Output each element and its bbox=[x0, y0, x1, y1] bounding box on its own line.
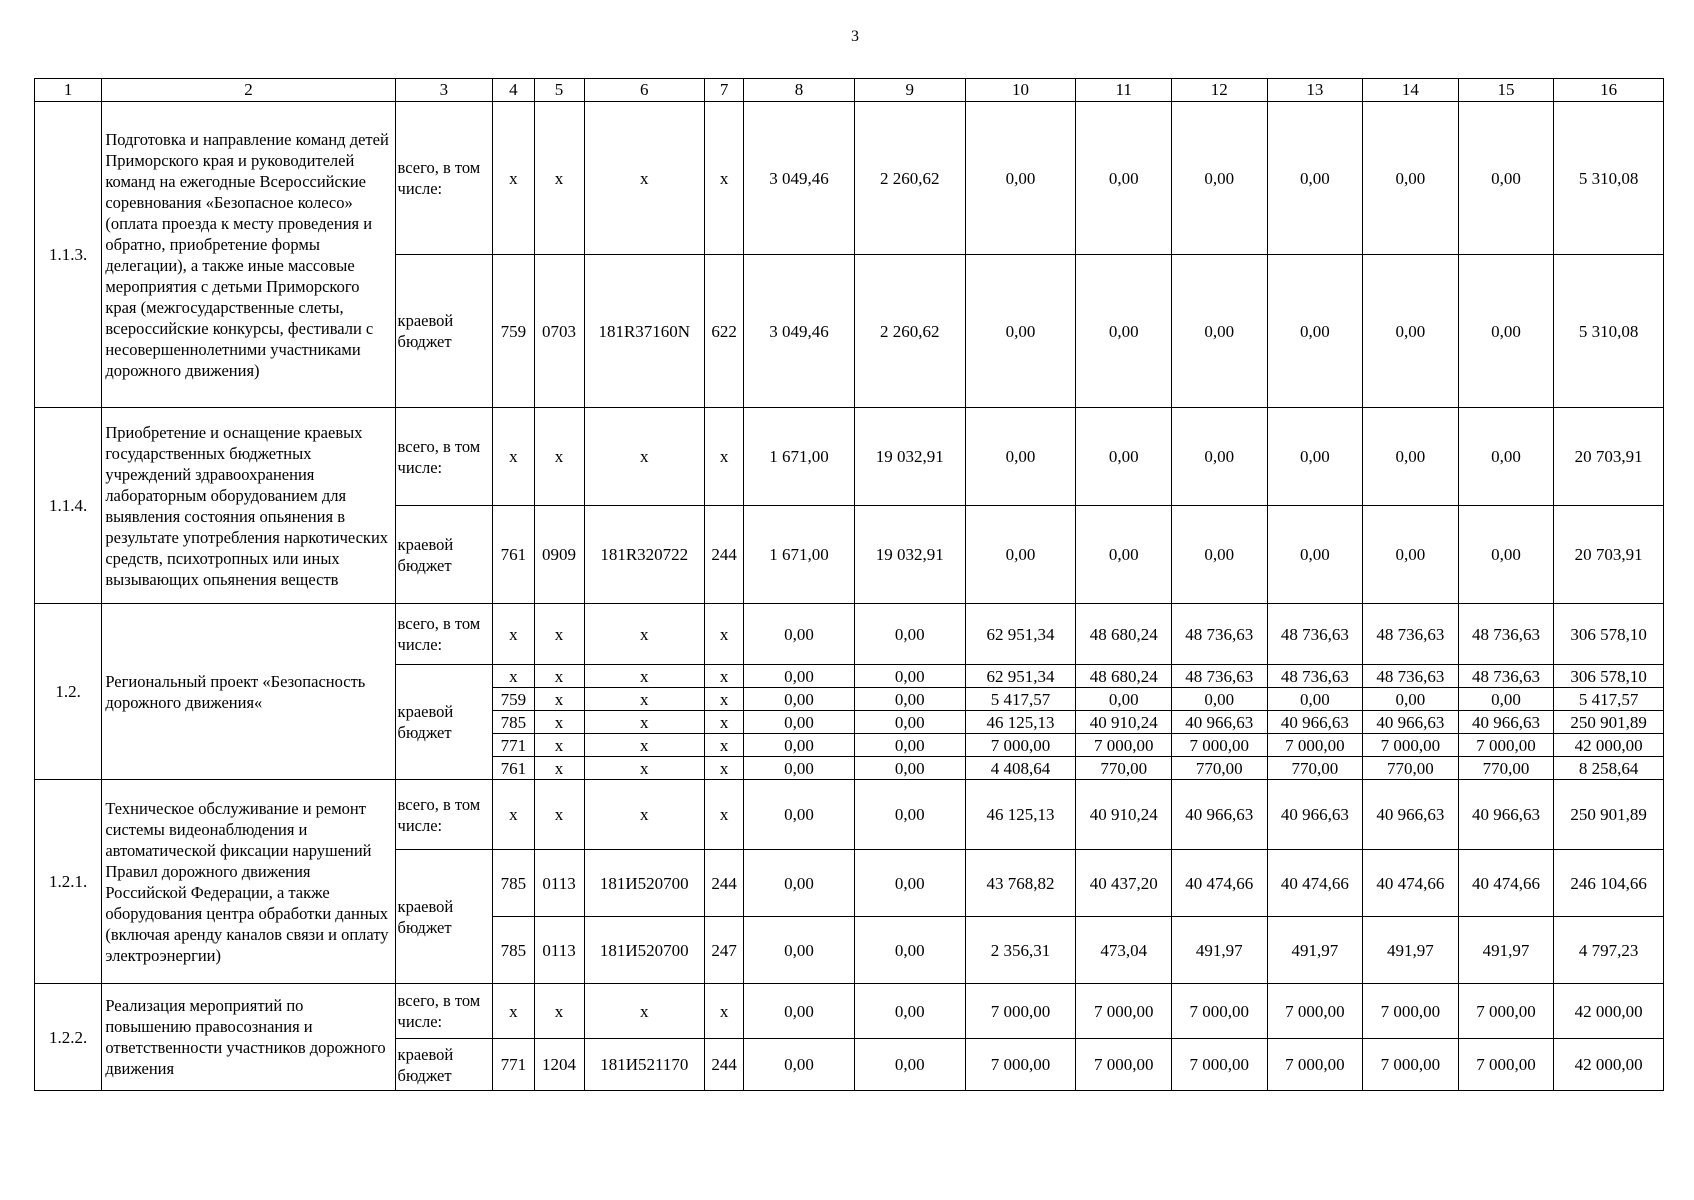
value-col-10: 4 408,64 bbox=[965, 757, 1076, 780]
table-row bbox=[35, 102, 1664, 255]
code-cell-c7: х bbox=[705, 665, 744, 688]
code-cell-c6: х bbox=[584, 780, 705, 850]
code-cell-c4: 785 bbox=[493, 917, 534, 984]
code-cell-c5: х bbox=[534, 711, 584, 734]
code-cell-c4: 759 bbox=[493, 688, 534, 711]
code-cell-c4: 771 bbox=[493, 1039, 534, 1091]
value-col-11: 0,00 bbox=[1076, 506, 1172, 604]
table-row bbox=[35, 604, 1664, 665]
value-col-16: 42 000,00 bbox=[1554, 984, 1664, 1039]
code-cell-c5: 0113 bbox=[534, 850, 584, 917]
code-cell-c5: х bbox=[534, 665, 584, 688]
header-cell: 7 bbox=[705, 79, 744, 102]
value-col-11: 40 437,20 bbox=[1076, 850, 1172, 917]
code-cell-c6: 181R37160N bbox=[584, 255, 705, 408]
value-col-10: 62 951,34 bbox=[965, 665, 1076, 688]
code-cell-c4: х bbox=[493, 604, 534, 665]
code-cell-c7: х bbox=[705, 984, 744, 1039]
value-col-15: 0,00 bbox=[1458, 102, 1554, 255]
code-cell-c5: х bbox=[534, 408, 584, 506]
value-col-11: 40 910,24 bbox=[1076, 711, 1172, 734]
header-cell: 1 bbox=[35, 79, 102, 102]
measure-name: Подготовка и направление команд детей Приморского края и руководителей команд на ежегодные Всероссийские соревнования «Безопасное колесо» (оплата проезда к месту проведения и обратно, приобретение формы делегации), а также иные массовые мероприятия с детьми Приморского края (межгосударственные слеты, всероссийские конкурсы, фестивали с несовершеннолетними участниками дорожного движения) bbox=[102, 102, 395, 408]
value-col-13: 0,00 bbox=[1267, 255, 1363, 408]
code-cell-c4: х bbox=[493, 408, 534, 506]
code-cell-c4: 761 bbox=[493, 506, 534, 604]
code-cell-c7: х bbox=[705, 780, 744, 850]
value-col-10: 0,00 bbox=[965, 102, 1076, 255]
header-cell: 6 bbox=[584, 79, 705, 102]
value-col-9: 0,00 bbox=[854, 780, 965, 850]
value-col-10: 0,00 bbox=[965, 408, 1076, 506]
row-code: 1.1.3. bbox=[35, 102, 102, 408]
measure-name: Региональный проект «Безопасность дорожного движения« bbox=[102, 604, 395, 780]
row-code: 1.2.1. bbox=[35, 780, 102, 984]
page-number: 3 bbox=[851, 28, 859, 45]
value-col-15: 0,00 bbox=[1458, 688, 1554, 711]
budget-table bbox=[34, 78, 1664, 1091]
value-col-13: 7 000,00 bbox=[1267, 734, 1363, 757]
code-cell-c7: 244 bbox=[705, 506, 744, 604]
value-col-9: 0,00 bbox=[854, 665, 965, 688]
value-col-16: 246 104,66 bbox=[1554, 850, 1664, 917]
value-col-9: 0,00 bbox=[854, 1039, 965, 1091]
funding-source: краевой бюджет bbox=[395, 506, 493, 604]
value-col-12: 48 736,63 bbox=[1171, 604, 1267, 665]
code-cell-c5: х bbox=[534, 102, 584, 255]
value-col-8: 1 671,00 bbox=[744, 506, 855, 604]
value-col-15: 7 000,00 bbox=[1458, 1039, 1554, 1091]
value-col-16: 5 310,08 bbox=[1554, 255, 1664, 408]
value-col-15: 0,00 bbox=[1458, 255, 1554, 408]
funding-source: краевой бюджет bbox=[395, 255, 493, 408]
funding-source: всего, в том числе: bbox=[395, 984, 493, 1039]
code-cell-c7: х bbox=[705, 734, 744, 757]
value-col-14: 491,97 bbox=[1363, 917, 1459, 984]
value-col-11: 473,04 bbox=[1076, 917, 1172, 984]
header-cell: 9 bbox=[854, 79, 965, 102]
table-body bbox=[35, 102, 1664, 1091]
value-col-9: 0,00 bbox=[854, 850, 965, 917]
header-cell: 12 bbox=[1171, 79, 1267, 102]
code-cell-c6: 181И521170 bbox=[584, 1039, 705, 1091]
value-col-16: 5 417,57 bbox=[1554, 688, 1664, 711]
value-col-8: 0,00 bbox=[744, 604, 855, 665]
value-col-13: 491,97 bbox=[1267, 917, 1363, 984]
value-col-14: 40 966,63 bbox=[1363, 711, 1459, 734]
code-cell-c7: 622 bbox=[705, 255, 744, 408]
code-cell-c6: х bbox=[584, 734, 705, 757]
header-cell: 13 bbox=[1267, 79, 1363, 102]
code-cell-c7: х bbox=[705, 604, 744, 665]
value-col-12: 0,00 bbox=[1171, 688, 1267, 711]
code-cell-c6: х bbox=[584, 604, 705, 665]
table-row bbox=[35, 984, 1664, 1039]
code-cell-c5: 0703 bbox=[534, 255, 584, 408]
value-col-14: 0,00 bbox=[1363, 408, 1459, 506]
value-col-12: 40 474,66 bbox=[1171, 850, 1267, 917]
value-col-12: 0,00 bbox=[1171, 255, 1267, 408]
value-col-13: 40 966,63 bbox=[1267, 711, 1363, 734]
code-cell-c5: х bbox=[534, 688, 584, 711]
code-cell-c4: 761 bbox=[493, 757, 534, 780]
value-col-15: 0,00 bbox=[1458, 506, 1554, 604]
header-cell: 15 bbox=[1458, 79, 1554, 102]
value-col-16: 42 000,00 bbox=[1554, 734, 1664, 757]
code-cell-c7: х bbox=[705, 757, 744, 780]
measure-name: Реализация мероприятий по повышению правосознания и ответственности участников дорожного движения bbox=[102, 984, 395, 1091]
row-code: 1.2.2. bbox=[35, 984, 102, 1091]
code-cell-c4: х bbox=[493, 665, 534, 688]
code-cell-c5: 0113 bbox=[534, 917, 584, 984]
value-col-13: 0,00 bbox=[1267, 688, 1363, 711]
value-col-9: 2 260,62 bbox=[854, 102, 965, 255]
value-col-14: 7 000,00 bbox=[1363, 734, 1459, 757]
funding-source: всего, в том числе: bbox=[395, 102, 493, 255]
value-col-11: 48 680,24 bbox=[1076, 665, 1172, 688]
measure-name: Приобретение и оснащение краевых государственных бюджетных учреждений здравоохранения лабораторным оборудованием для выявления состояния опьянения в результате употребления наркотических средств, психотропных или иных вызывающих опьянения веществ bbox=[102, 408, 395, 604]
value-col-13: 40 474,66 bbox=[1267, 850, 1363, 917]
value-col-14: 40 474,66 bbox=[1363, 850, 1459, 917]
value-col-14: 40 966,63 bbox=[1363, 780, 1459, 850]
table-row bbox=[35, 780, 1664, 850]
value-col-11: 40 910,24 bbox=[1076, 780, 1172, 850]
code-cell-c6: х bbox=[584, 711, 705, 734]
value-col-15: 0,00 bbox=[1458, 408, 1554, 506]
code-cell-c5: х bbox=[534, 734, 584, 757]
value-col-13: 40 966,63 bbox=[1267, 780, 1363, 850]
code-cell-c6: 181R320722 bbox=[584, 506, 705, 604]
value-col-9: 0,00 bbox=[854, 984, 965, 1039]
value-col-13: 7 000,00 bbox=[1267, 1039, 1363, 1091]
value-col-11: 7 000,00 bbox=[1076, 984, 1172, 1039]
value-col-8: 0,00 bbox=[744, 734, 855, 757]
value-col-12: 7 000,00 bbox=[1171, 1039, 1267, 1091]
value-col-16: 250 901,89 bbox=[1554, 711, 1664, 734]
value-col-8: 0,00 bbox=[744, 711, 855, 734]
header-cell: 2 bbox=[102, 79, 395, 102]
code-cell-c6: 181И520700 bbox=[584, 850, 705, 917]
value-col-15: 40 966,63 bbox=[1458, 780, 1554, 850]
header-cell: 4 bbox=[493, 79, 534, 102]
value-col-9: 19 032,91 bbox=[854, 408, 965, 506]
code-cell-c4: 771 bbox=[493, 734, 534, 757]
code-cell-c5: х bbox=[534, 757, 584, 780]
value-col-8: 0,00 bbox=[744, 1039, 855, 1091]
value-col-14: 48 736,63 bbox=[1363, 665, 1459, 688]
funding-source: всего, в том числе: bbox=[395, 780, 493, 850]
value-col-8: 3 049,46 bbox=[744, 255, 855, 408]
code-cell-c7: х bbox=[705, 102, 744, 255]
value-col-12: 0,00 bbox=[1171, 506, 1267, 604]
row-code: 1.2. bbox=[35, 604, 102, 780]
header-cell: 3 bbox=[395, 79, 493, 102]
value-col-16: 8 258,64 bbox=[1554, 757, 1664, 780]
code-cell-c5: х bbox=[534, 604, 584, 665]
funding-source: краевой бюджет bbox=[395, 665, 493, 780]
value-col-8: 0,00 bbox=[744, 665, 855, 688]
code-cell-c7: х bbox=[705, 711, 744, 734]
header-cell: 11 bbox=[1076, 79, 1172, 102]
value-col-15: 7 000,00 bbox=[1458, 734, 1554, 757]
value-col-13: 770,00 bbox=[1267, 757, 1363, 780]
value-col-10: 46 125,13 bbox=[965, 780, 1076, 850]
value-col-16: 5 310,08 bbox=[1554, 102, 1664, 255]
code-cell-c5: х bbox=[534, 780, 584, 850]
code-cell-c6: х bbox=[584, 408, 705, 506]
value-col-14: 48 736,63 bbox=[1363, 604, 1459, 665]
value-col-12: 0,00 bbox=[1171, 408, 1267, 506]
funding-source: краевой бюджет bbox=[395, 1039, 493, 1091]
value-col-12: 40 966,63 bbox=[1171, 711, 1267, 734]
header-cell: 10 bbox=[965, 79, 1076, 102]
code-cell-c4: х bbox=[493, 984, 534, 1039]
funding-source: всего, в том числе: bbox=[395, 408, 493, 506]
value-col-14: 0,00 bbox=[1363, 255, 1459, 408]
code-cell-c4: 759 bbox=[493, 255, 534, 408]
value-col-15: 491,97 bbox=[1458, 917, 1554, 984]
value-col-9: 0,00 bbox=[854, 688, 965, 711]
code-cell-c6: х bbox=[584, 665, 705, 688]
value-col-16: 250 901,89 bbox=[1554, 780, 1664, 850]
header-cell: 8 bbox=[744, 79, 855, 102]
value-col-10: 0,00 bbox=[965, 255, 1076, 408]
code-cell-c4: 785 bbox=[493, 711, 534, 734]
code-cell-c5: 0909 bbox=[534, 506, 584, 604]
value-col-13: 0,00 bbox=[1267, 506, 1363, 604]
header-row bbox=[35, 79, 1664, 102]
value-col-9: 0,00 bbox=[854, 734, 965, 757]
value-col-11: 0,00 bbox=[1076, 255, 1172, 408]
value-col-11: 770,00 bbox=[1076, 757, 1172, 780]
value-col-8: 0,00 bbox=[744, 984, 855, 1039]
code-cell-c7: 244 bbox=[705, 1039, 744, 1091]
value-col-16: 20 703,91 bbox=[1554, 506, 1664, 604]
value-col-9: 0,00 bbox=[854, 604, 965, 665]
value-col-11: 0,00 bbox=[1076, 688, 1172, 711]
code-cell-c5: х bbox=[534, 984, 584, 1039]
value-col-12: 491,97 bbox=[1171, 917, 1267, 984]
value-col-8: 3 049,46 bbox=[744, 102, 855, 255]
header-cell: 14 bbox=[1363, 79, 1459, 102]
value-col-12: 7 000,00 bbox=[1171, 734, 1267, 757]
value-col-12: 48 736,63 bbox=[1171, 665, 1267, 688]
funding-source: краевой бюджет bbox=[395, 850, 493, 984]
value-col-14: 7 000,00 bbox=[1363, 1039, 1459, 1091]
code-cell-c5: 1204 bbox=[534, 1039, 584, 1091]
value-col-11: 7 000,00 bbox=[1076, 734, 1172, 757]
value-col-16: 4 797,23 bbox=[1554, 917, 1664, 984]
value-col-14: 7 000,00 bbox=[1363, 984, 1459, 1039]
code-cell-c4: х bbox=[493, 102, 534, 255]
value-col-11: 7 000,00 bbox=[1076, 1039, 1172, 1091]
value-col-12: 770,00 bbox=[1171, 757, 1267, 780]
header-cell: 5 bbox=[534, 79, 584, 102]
value-col-9: 0,00 bbox=[854, 917, 965, 984]
code-cell-c6: х bbox=[584, 757, 705, 780]
value-col-10: 5 417,57 bbox=[965, 688, 1076, 711]
value-col-8: 0,00 bbox=[744, 780, 855, 850]
value-col-15: 40 966,63 bbox=[1458, 711, 1554, 734]
value-col-12: 40 966,63 bbox=[1171, 780, 1267, 850]
value-col-15: 770,00 bbox=[1458, 757, 1554, 780]
value-col-14: 0,00 bbox=[1363, 506, 1459, 604]
table-row bbox=[35, 408, 1664, 506]
funding-source: всего, в том числе: bbox=[395, 604, 493, 665]
code-cell-c6: 181И520700 bbox=[584, 917, 705, 984]
value-col-15: 48 736,63 bbox=[1458, 604, 1554, 665]
row-code: 1.1.4. bbox=[35, 408, 102, 604]
code-cell-c7: 244 bbox=[705, 850, 744, 917]
code-cell-c6: х bbox=[584, 688, 705, 711]
value-col-16: 306 578,10 bbox=[1554, 604, 1664, 665]
value-col-10: 2 356,31 bbox=[965, 917, 1076, 984]
value-col-10: 7 000,00 bbox=[965, 1039, 1076, 1091]
value-col-16: 20 703,91 bbox=[1554, 408, 1664, 506]
value-col-10: 0,00 bbox=[965, 506, 1076, 604]
code-cell-c4: 785 bbox=[493, 850, 534, 917]
value-col-9: 0,00 bbox=[854, 711, 965, 734]
value-col-13: 48 736,63 bbox=[1267, 665, 1363, 688]
code-cell-c7: х bbox=[705, 688, 744, 711]
code-cell-c7: 247 bbox=[705, 917, 744, 984]
value-col-9: 2 260,62 bbox=[854, 255, 965, 408]
value-col-10: 46 125,13 bbox=[965, 711, 1076, 734]
code-cell-c4: х bbox=[493, 780, 534, 850]
value-col-8: 1 671,00 bbox=[744, 408, 855, 506]
value-col-9: 0,00 bbox=[854, 757, 965, 780]
value-col-13: 0,00 bbox=[1267, 408, 1363, 506]
value-col-11: 48 680,24 bbox=[1076, 604, 1172, 665]
code-cell-c6: х bbox=[584, 102, 705, 255]
value-col-8: 0,00 bbox=[744, 757, 855, 780]
value-col-8: 0,00 bbox=[744, 917, 855, 984]
value-col-16: 306 578,10 bbox=[1554, 665, 1664, 688]
value-col-15: 48 736,63 bbox=[1458, 665, 1554, 688]
value-col-13: 48 736,63 bbox=[1267, 604, 1363, 665]
value-col-15: 40 474,66 bbox=[1458, 850, 1554, 917]
value-col-12: 7 000,00 bbox=[1171, 984, 1267, 1039]
value-col-9: 19 032,91 bbox=[854, 506, 965, 604]
value-col-12: 0,00 bbox=[1171, 102, 1267, 255]
value-col-11: 0,00 bbox=[1076, 102, 1172, 255]
value-col-14: 0,00 bbox=[1363, 102, 1459, 255]
code-cell-c7: х bbox=[705, 408, 744, 506]
value-col-10: 62 951,34 bbox=[965, 604, 1076, 665]
code-cell-c6: х bbox=[584, 984, 705, 1039]
value-col-10: 7 000,00 bbox=[965, 984, 1076, 1039]
value-col-11: 0,00 bbox=[1076, 408, 1172, 506]
value-col-8: 0,00 bbox=[744, 688, 855, 711]
value-col-13: 0,00 bbox=[1267, 102, 1363, 255]
value-col-16: 42 000,00 bbox=[1554, 1039, 1664, 1091]
value-col-15: 7 000,00 bbox=[1458, 984, 1554, 1039]
value-col-14: 0,00 bbox=[1363, 688, 1459, 711]
value-col-10: 43 768,82 bbox=[965, 850, 1076, 917]
value-col-13: 7 000,00 bbox=[1267, 984, 1363, 1039]
value-col-14: 770,00 bbox=[1363, 757, 1459, 780]
header-cell: 16 bbox=[1554, 79, 1664, 102]
measure-name: Техническое обслуживание и ремонт системы видеонаблюдения и автоматической фиксации нарушений Правил дорожного движения Российской Федерации, а также оборудования центра обработки данных (включая аренду каналов связи и оплату электроэнергии) bbox=[102, 780, 395, 984]
value-col-10: 7 000,00 bbox=[965, 734, 1076, 757]
value-col-8: 0,00 bbox=[744, 850, 855, 917]
